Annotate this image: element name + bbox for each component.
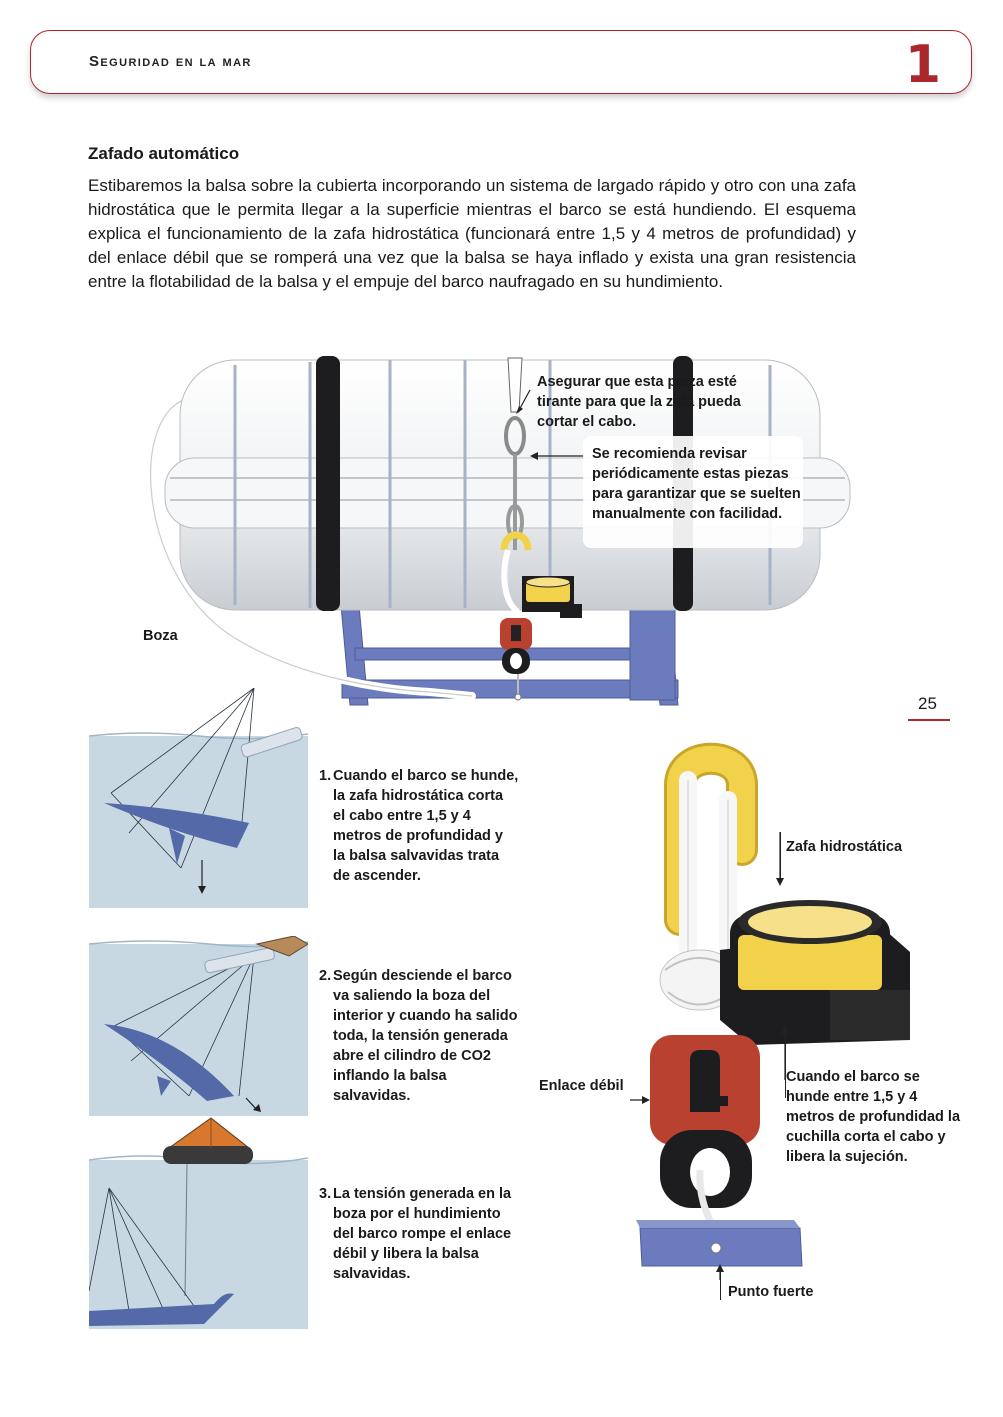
chapter-header: [30, 30, 972, 94]
header-title: Seguridad en la mar: [89, 53, 252, 70]
sinking-step-1-illustration: [89, 688, 308, 908]
step-2-number: 2.: [319, 968, 332, 984]
page-number: 25: [918, 694, 937, 713]
cuchilla-leader-line: [785, 1032, 786, 1098]
sinking-step-3-illustration: [89, 1116, 308, 1329]
label-enlace-debil: Enlace débil: [539, 1078, 624, 1094]
step-1: [319, 766, 519, 886]
inflated-liferaft: [163, 1118, 253, 1164]
step-1-text: Cuando el barco se hunde, la zafa hidrostática corta el cabo entre 1,5 y 4 metros de profundidad y la balsa salvavidas trata de ascender.: [333, 768, 519, 884]
hydrostatic-release-detail-illustration: [630, 740, 920, 1280]
section-heading: Zafado automático: [88, 144, 240, 163]
hydrostatic-unit: [720, 900, 910, 1045]
step-2: [319, 966, 524, 1106]
page-number-rule: [908, 719, 950, 721]
punto-leader-line: [720, 1268, 721, 1300]
step-3: [319, 1184, 524, 1284]
label-punto-fuerte: Punto fuerte: [728, 1284, 814, 1300]
step-3-number: 3.: [319, 1186, 332, 1202]
label-tension: Asegurar que esta pieza esté tirante para que la zafa pueda cortar el cabo.: [537, 374, 741, 430]
sinking-step-2-illustration: [89, 936, 308, 1116]
step-1-number: 1.: [319, 768, 332, 784]
label-boza: Boza: [143, 628, 178, 644]
section-paragraph: Estibaremos la balsa sobre la cubierta incorporando un sistema de largado rápido y otro con una zafa hidrostática que le permita llegar a la superficie mientras el barco se está hundiendo. El esquema explica el funcionamiento de la zafa hidrostática (funcionará entre 1,5 y 4 metros de profundidad) y del enlace débil que se romperá una vez que la balsa se haya inflado y exista una gran resistencia entre la flotabilidad de la balsa y el empuje del barco naufragado en su hundimiento.: [88, 176, 856, 291]
label-zafa-hidrostatica: Zafa hidrostática: [786, 839, 903, 855]
step-3-text: La tensión generada en la boza por el hundimiento del barco rompe el enlace débil y libera la balsa salvavidas.: [333, 1186, 512, 1282]
zafa-leader-line: [780, 832, 781, 880]
label-revisar: Se recomienda revisar periódicamente estas piezas para garantizar que se suelten manualmente con facilidad.: [592, 446, 801, 522]
chapter-number: 1: [904, 35, 941, 95]
label-cuchilla: Cuando el barco se hunde entre 1,5 y 4 metros de profundidad la cuchilla corta el cabo y libera la sujeción.: [786, 1069, 961, 1165]
weak-link: [650, 1035, 760, 1145]
step-2-text: Según desciende el barco va saliendo la boza del interior y cuando ha salido toda, la tensión generada abre el cilindro de CO2 inflando la balsa salvavidas.: [333, 968, 518, 1104]
